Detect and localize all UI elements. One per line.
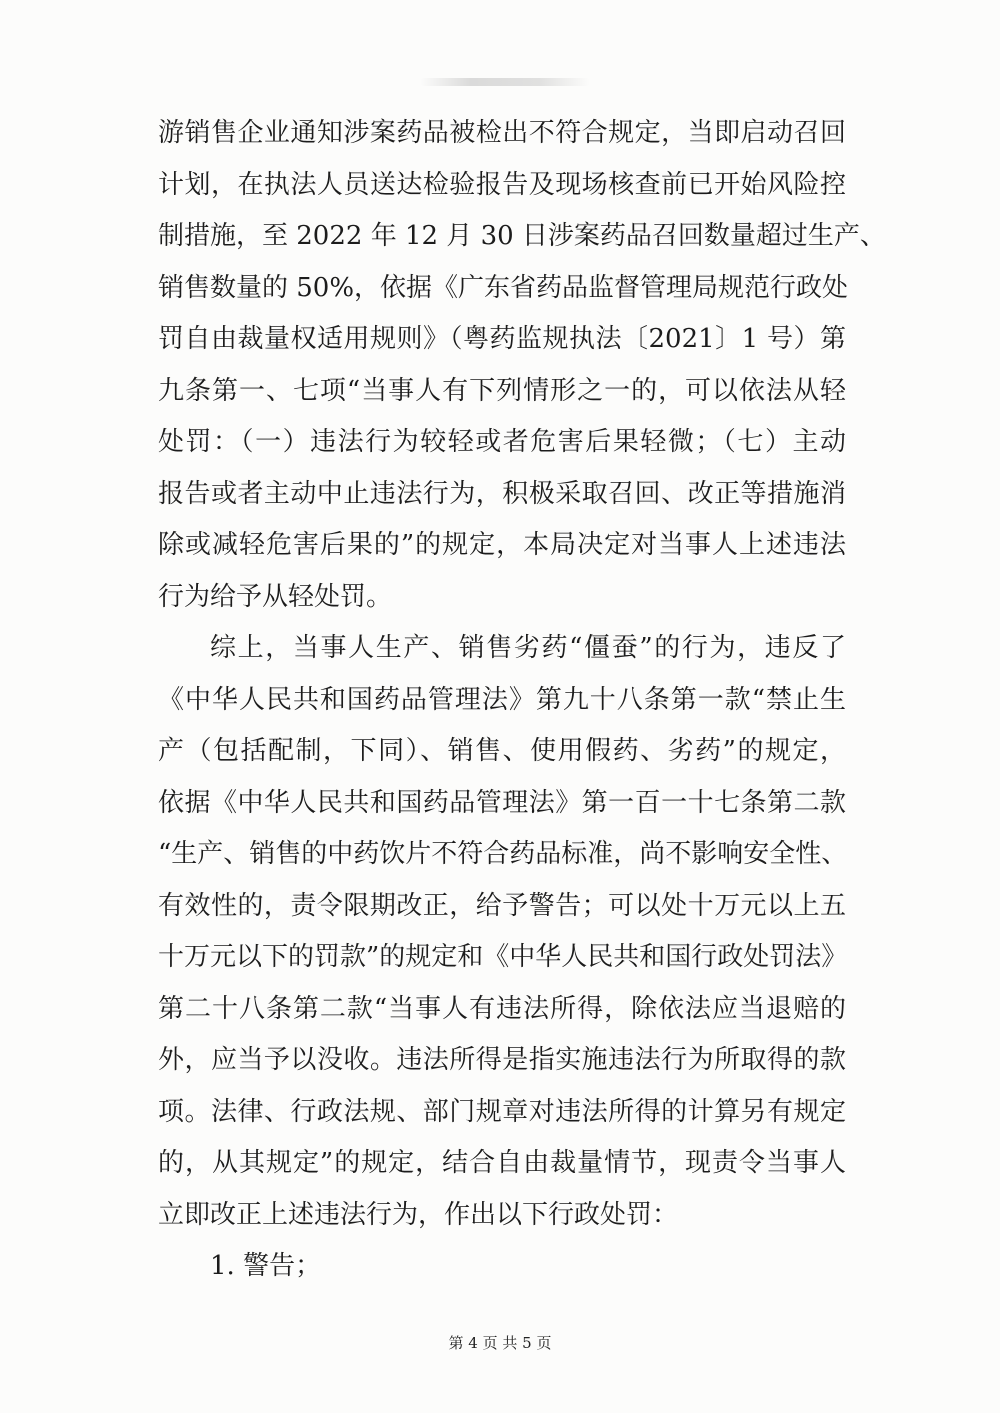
text-line: 报告或者主动中止违法行为，积极采取召回、改正等措施消: [158, 478, 846, 509]
text-line: 行为给予从轻处罚。: [158, 581, 393, 612]
text-line: 的，从其规定”的规定，结合自由裁量情节，现责令当事人: [158, 1148, 846, 1178]
text-line: 依据《中华人民共和国药品管理法》第一百一十七条第二款: [158, 787, 846, 818]
text-line: 《中华人民共和国药品管理法》第九十八条第一款“禁止生: [158, 684, 846, 715]
text-line: 1. 警告；: [210, 1251, 322, 1281]
text-line: “生产、销售的中药饮片不符合药品标准，尚不影响安全性、: [158, 839, 848, 869]
text-line: 计划，在执法人员送达检验报告及现场核查前已开始风险控: [158, 169, 846, 200]
text-line: 综上，当事人生产、销售劣药“僵蚕”的行为，违反了: [210, 633, 846, 663]
document-body: [158, 108, 886, 1293]
text-line: 九条第一、七项“当事人有下列情形之一的，可以依法从轻: [158, 375, 846, 406]
text-line: 销售数量的 50%，依据《广东省药品监督管理局规范行政处: [158, 272, 849, 303]
scan-artifact: [420, 78, 590, 86]
text-line: 第二十八条第二款“当事人有违法所得，除依法应当退赔的: [158, 993, 846, 1024]
text-line: 外，应当予以没收。违法所得是指实施违法行为所取得的款: [158, 1045, 846, 1075]
text-line: 立即改正上述违法行为，作出以下行政处罚：: [158, 1199, 679, 1230]
text-line: 罚自由裁量权适用规则》（粤药监规执法〔2021〕1 号）第: [158, 324, 846, 354]
text-line: 除或减轻危害后果的”的规定，本局决定对当事人上述违法: [158, 530, 846, 560]
text-line: 项。法律、行政法规、部门规章对违法所得的计算另有规定: [158, 1096, 846, 1127]
text-line: 游销售企业通知涉案药品被检出不符合规定，当即启动召回: [158, 118, 846, 148]
text-line: 十万元以下的罚款”的规定和《中华人民共和国行政处罚法》: [158, 942, 848, 972]
text-line: 处罚：（一）违法行为较轻或者危害后果轻微；（七）主动: [158, 427, 846, 457]
text-line: 制措施，至 2022 年 12 月 30 日涉案药品召回数量超过生产、: [158, 221, 886, 251]
text-line: 产（包括配制，下同）、销售、使用假药、劣药”的规定，: [158, 736, 846, 766]
page-footer: 第 4 页 共 5 页: [448, 1334, 552, 1352]
text-line: 有效性的，责令限期改正，给予警告；可以处十万元以上五: [158, 890, 846, 921]
